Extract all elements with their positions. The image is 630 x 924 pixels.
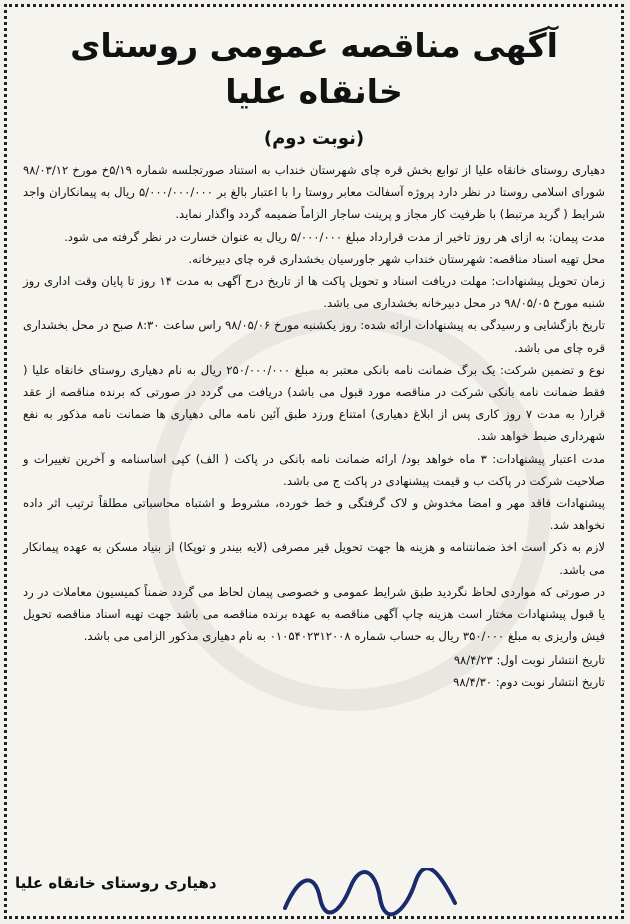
paragraph-opening-date: تاریخ بازگشایی و رسیدگی به پیشنهادات ارائه شده: روز یکشنبه مورخ ۹۸/۰۵/۰۶ راس ساعت ۸:۳۰ صبح در محل بخشداری قره چای می باشد. bbox=[23, 318, 606, 355]
paragraph-invalid-bids: پیشنهادات فاقد مهر و امضا مخدوش و لاک گرفتگی و خط خورده، مشروط و اشتباه محاسباتی مطلقاً ترتیب اثر داده نخواهد شد. bbox=[23, 496, 605, 533]
signature-village-council: دهیاری روستای خانقاه علیا bbox=[15, 874, 217, 892]
paragraph-bitumen: لازم به ذکر است اخذ ضمانتنامه و هزینه ها جهت تحویل قیر مصرفی (لایه بیندر و توپکا) از بنیاد مسکن به عهده پیمانکار می باشد. bbox=[23, 540, 605, 577]
first-publication-date: تاریخ انتشار نوبت اول: ۹۸/۴/۲۳ bbox=[453, 653, 605, 668]
scribble-drawing bbox=[280, 868, 460, 918]
ad-title: آگهی مناقصه عمومی روستای خانقاه علیا bbox=[70, 26, 558, 111]
paragraph-contract-period: مدت پیمان: به ازای هر روز تاخیر از مدت قرارداد مبلغ ۵/۰۰۰/۰۰۰ ریال به عنوان خسارت در نظر گرفته می شود. bbox=[64, 229, 605, 244]
paragraph-intro: دهیاری روستای خانقاه علیا از توابع بخش قره چای شهرستان خنداب به استناد صورتجلسه شماره ۵/۱۹خ مورخ ۹۸/۰۳/۱۲ شورای اسلامی روستا در نظر دارد پروژه آسفالت معابر روستا را با اعتبار بالغ بر ۵/۰۰۰/۰۰۰/۰۰۰ ریال به پیمانکاران واجد شرایط ( گرید مرتبط) با ظرفیت کار مجاز و پرینت ساجار الزاماً ضمیمه گردد واگذار نماید. bbox=[23, 163, 605, 222]
ad-subtitle: (نوبت دوم) bbox=[263, 128, 365, 149]
paragraph-document-location: محل تهیه اسناد مناقصه: شهرستان خنداب شهر جاورسیان بخشداری قره چای دبیرخانه. bbox=[188, 251, 605, 266]
ad-content bbox=[23, 15, 605, 908]
paragraph-validity: مدت اعتبار پیشنهادات: ۳ ماه خواهد بود/ ارائه ضمانت نامه بانکی در پاکت ( الف) کپی اساسنامه و آخرین تغییرات و صلاحیت شرکت در پاکت ب و قیمت پیشنهادی در پاکت ج می باشد. bbox=[23, 451, 606, 488]
second-publication-date: تاریخ انتشار نوبت دوم: ۹۸/۴/۳۰ bbox=[453, 675, 605, 690]
paragraph-general-terms: در صورتی که مواردی لحاظ نگردید طبق شرایط عمومی و خصوصی پیمان لحاظ می گردد ضمناً کمیسیون معاملات در رد یا قبول پیشنهادات مختار است هزینه چاپ آگهی مناقصه به عهده برنده مناقصه می باشد جهت تهیه اسناد مناقصه تحویل فیش واریزی به مبلغ ۳۵۰/۰۰۰ ریال به حساب شماره ۰۱۰۵۴۰۲۳۱۲۰۰۸ به نام دهیاری مذکور الزامی می باشد. bbox=[23, 584, 605, 644]
paragraph-submission-time: زمان تحویل پیشنهادات: مهلت دریافت اسناد و تحویل پاکت ها از تاریخ درج آگهی به مدت ۱۴ روز تا پایان وقت اداری روز شنبه مورخ ۹۸/۰۵/۰۵ در محل دبیرخانه بخشداری می باشد. bbox=[23, 274, 605, 311]
paragraph-guarantee: نوع و تضمین شرکت: یک برگ ضمانت نامه بانکی معتبر به مبلغ ۲۵۰/۰۰۰/۰۰۰ ریال به نام دهیاری روستای خانقاه علیا ( فقط ضمانت نامه بانکی شرکت در مناقصه مورد قبول می باشد) دریافت می گردد در صورتی که برنده مناقصه از عقد قرار( به مدت ۷ روز کاری پس از ابلاغ دهیاری) امتناع ورزد طبق آئین نامه مالی دهیاری ها ضمانت نامه مذکور به نفع شهرداری ضبط خواهد شد. bbox=[23, 362, 605, 444]
publication-dates bbox=[23, 649, 605, 693]
handwritten-scribble bbox=[280, 868, 460, 922]
dotted-border-frame bbox=[4, 4, 624, 919]
